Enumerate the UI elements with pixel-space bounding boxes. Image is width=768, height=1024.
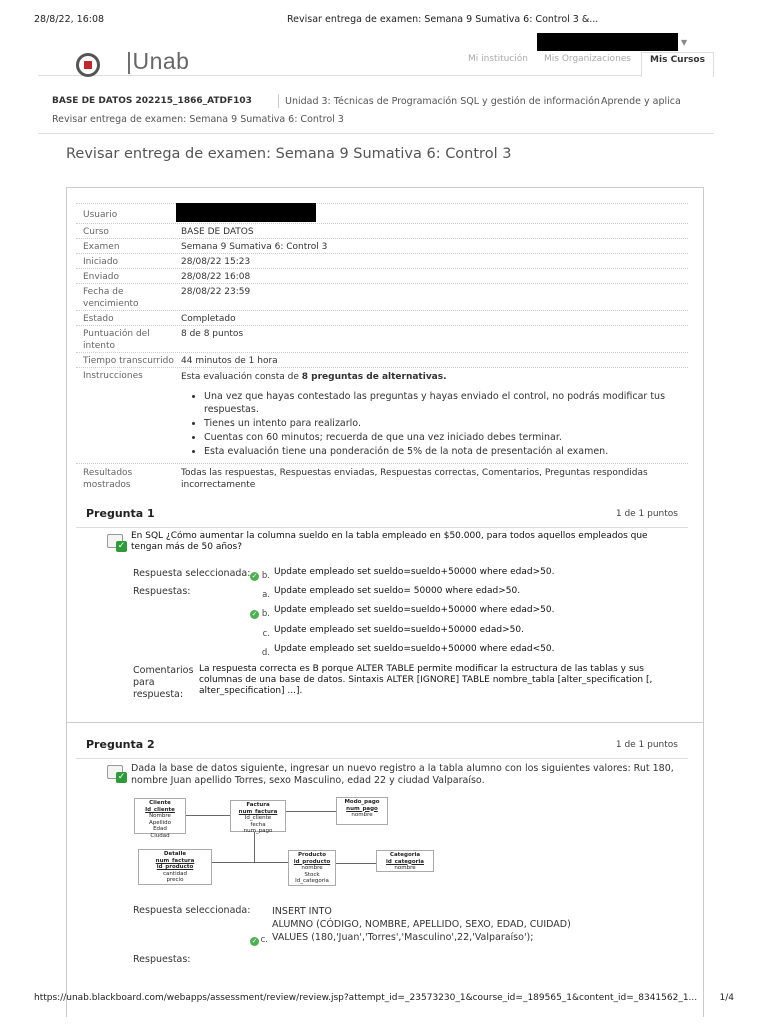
info-value: 28/08/22 23:59	[181, 287, 251, 297]
entity-pk: id_producto	[156, 864, 194, 870]
entity-detalle	[138, 849, 212, 885]
entity-field: Edad	[153, 826, 167, 832]
question-2-text: Dada la base de datos siguiente, ingresar un nuevo registro a la tabla alumno con los siguientes valores: Rut 180, nombre Juan apellido Torres, sexo Masculino, edad 22 y ciudad Valparaíso.	[131, 763, 674, 786]
selected-answer-line: ALUMNO (CÓDIGO, NOMBRE, APELLIDO, SEXO, EDAD, CUIDAD)	[272, 919, 571, 930]
entity-field: Id_categoria	[295, 878, 329, 884]
redacted-user-value	[176, 203, 316, 222]
question-title: Pregunta 2	[86, 738, 155, 751]
answer-letter: d.	[261, 648, 270, 658]
selected-answer-line: INSERT INTO	[272, 906, 332, 917]
print-url: https://unab.blackboard.com/webapps/assessment/review/review.jsp?attempt_id=_23573230_1&course_id=_189565_1&content_id=_8341562_1...	[34, 993, 698, 1003]
instructions-list	[204, 390, 684, 459]
top-navigation-bar	[38, 32, 714, 76]
info-row-enviado	[76, 268, 688, 283]
question-title: Pregunta 1	[86, 507, 155, 520]
info-row-vencimiento	[76, 283, 688, 310]
entity-field: Stock	[304, 871, 320, 878]
entity-field: nombre	[351, 812, 373, 818]
info-label: Curso	[83, 227, 109, 237]
unab-logo-icon[interactable]	[76, 53, 100, 77]
page-title: Revisar entrega de examen: Semana 9 Sumativa 6: Control 3	[66, 146, 512, 162]
correct-answer-icon: ✓	[107, 534, 127, 552]
info-value: Completado	[181, 314, 236, 324]
relation-line	[336, 863, 376, 864]
tab-mis-cursos[interactable]: Mis Cursos	[641, 52, 714, 77]
info-value-instrucciones	[181, 371, 686, 383]
question-points: 1 de 1 puntos	[615, 509, 678, 519]
correct-answer-icon: ✓	[107, 765, 127, 783]
entity-title: Factura	[246, 802, 270, 808]
info-row-resultados	[76, 463, 688, 495]
instructions-intro: Esta evaluación consta de	[181, 372, 302, 382]
instruction-item: • Tienes un intento para realizarlo.	[204, 417, 684, 430]
entity-title: Categoria	[389, 852, 421, 858]
info-value: BASE DE DATOS	[181, 227, 254, 237]
info-row-curso	[76, 223, 688, 238]
entity-field: Nombre	[149, 813, 171, 819]
entity-field: Id_cliente	[244, 815, 272, 821]
info-row-usuario	[76, 203, 688, 223]
info-row-puntuacion	[76, 325, 688, 352]
print-page-number: 1/4	[719, 993, 734, 1003]
info-label: Estado	[83, 314, 114, 324]
relation-line	[184, 815, 230, 816]
info-row-tiempo	[76, 352, 688, 367]
entity-cliente	[134, 798, 186, 839]
selected-answer-text: Update empleado set sueldo=sueldo+50000 where edad>50.	[274, 567, 555, 577]
entity-field: cantidad	[163, 870, 187, 877]
entity-title: Producto	[297, 852, 327, 858]
entity-pk: num_pago	[346, 805, 378, 812]
instruction-item: • Cuentas con 60 minutos; recuerda de que una vez iniciado debes terminar.	[204, 431, 684, 444]
breadcrumb-course[interactable]: BASE DE DATOS 202215_1866_ATDF103	[52, 96, 252, 106]
tab-mis-organizaciones[interactable]: Mis Organizaciones	[544, 54, 631, 64]
info-row-examen	[76, 238, 688, 253]
answer-letter: c.	[262, 629, 270, 639]
question-1-text: En SQL ¿Cómo aumentar la columna sueldo en la tabla empleado en $50.000, para todos aquellos empleados que tengan más de 50 años?	[131, 531, 648, 552]
question-points: 1 de 1 puntos	[615, 740, 678, 750]
breadcrumb-separator	[278, 94, 279, 108]
info-value: Todas las respuestas, Respuestas enviadas, Respuestas correctas, Comentarios, Preguntas respondidas incorrectamente	[181, 468, 648, 490]
answer-letter: c.	[260, 935, 268, 945]
entity-title: Modo_pago	[344, 799, 380, 805]
selected-answer-label: Respuesta seleccionada:	[133, 905, 251, 916]
instruction-item: • Una vez que hayas contestado las preguntas y hayas enviado el control, no podrás modificar tus respuestas.	[204, 390, 684, 416]
info-value: 28/08/22 16:08	[181, 272, 251, 282]
tab-mi-institucion[interactable]: Mi institución	[468, 54, 528, 64]
answer-letter: a.	[262, 590, 270, 600]
info-label: Iniciado	[83, 257, 119, 267]
info-row-iniciado	[76, 253, 688, 268]
breadcrumb-learn[interactable]: Aprende y aplica	[601, 96, 681, 107]
relation-line	[212, 862, 288, 863]
correct-check-icon: ✓	[251, 610, 258, 618]
entity-field: Ciudad	[150, 832, 170, 839]
comments-text: La respuesta correcta es B porque ALTER TABLE permite modificar la estructura de las tablas y sus columnas de una base de datos. Sintaxis ALTER [IGNORE] TABLE nombre_tabla [alter_specification [, alter_specification] ...].	[199, 664, 653, 696]
info-value: 44 minutos de 1 hora	[181, 356, 278, 366]
print-footer	[34, 993, 734, 1007]
breadcrumb	[38, 90, 714, 134]
info-value: 28/08/22 15:23	[181, 257, 251, 267]
info-label: Enviado	[83, 272, 119, 282]
attempt-info-table	[76, 203, 688, 500]
breadcrumb-current-page: Revisar entrega de examen: Semana 9 Sumativa 6: Control 3	[52, 114, 344, 125]
correct-check-icon: ✓	[251, 937, 258, 945]
entity-field: num_pago	[243, 828, 273, 834]
selected-answer-line: VALUES (180,'Juan','Torres','Masculino',22,'Valparaíso');	[272, 932, 534, 943]
entity-modo-pago	[336, 797, 388, 825]
entity-pk: num_factura	[155, 857, 195, 864]
answer-option: Update empleado set sueldo= 50000 where edad>50.	[274, 586, 521, 596]
unab-logo-text[interactable]: |Unab	[126, 48, 190, 74]
selected-answer-label: Respuesta seleccionada:	[133, 568, 251, 579]
relation-line	[286, 811, 336, 812]
question-1-header	[76, 502, 688, 528]
entity-pk: num_factura	[238, 808, 278, 815]
breadcrumb-unit[interactable]: Unidad 3: Técnicas de Programación SQL y gestión de información	[285, 96, 600, 107]
info-label: Resultados mostrados	[83, 468, 133, 490]
info-value: 8 de 8 puntos	[181, 329, 244, 339]
entity-pk: Id_cliente	[145, 806, 175, 813]
entity-field: fecha	[250, 821, 266, 828]
info-label: Instrucciones	[83, 371, 143, 381]
er-diagram	[128, 795, 448, 890]
info-label: Puntuación del intento	[83, 329, 150, 351]
instruction-item: • Esta evaluación tiene una ponderación de 5% de la nota de presentación al examen.	[204, 445, 684, 458]
info-value: Semana 9 Sumativa 6: Control 3	[181, 242, 328, 252]
answer-letter: b.	[261, 609, 270, 619]
answer-option: Update empleado set sueldo=sueldo+50000 edad>50.	[274, 625, 524, 635]
entity-title: Cliente	[149, 800, 171, 806]
answer-option: Update empleado set sueldo=sueldo+50000 where edad<50.	[274, 644, 555, 654]
entity-field: precio	[166, 877, 184, 883]
info-label: Usuario	[83, 210, 118, 220]
entity-field: nombre	[394, 865, 416, 871]
entity-title: Detalle	[163, 851, 187, 857]
entity-categoria	[376, 850, 434, 872]
info-label: Examen	[83, 242, 120, 252]
question-2-header	[76, 733, 688, 759]
entity-pk: id_categoria	[386, 858, 424, 865]
chevron-down-icon[interactable]: ▼	[681, 38, 688, 47]
info-label: Fecha de vencimiento	[83, 287, 139, 309]
correct-check-icon: ✓	[251, 572, 258, 580]
entity-pk: id_producto	[293, 858, 331, 865]
info-row-estado	[76, 310, 688, 325]
info-row-instrucciones	[76, 367, 688, 463]
answers-label: Respuestas:	[133, 586, 191, 597]
print-date: 28/8/22, 16:08	[34, 14, 105, 25]
info-label: Tiempo transcurrido	[83, 356, 174, 366]
entity-factura	[230, 800, 286, 832]
relation-line	[254, 832, 255, 862]
answers-label: Respuestas:	[133, 954, 191, 965]
entity-field: nombre	[301, 865, 323, 871]
answer-letter: b.	[261, 571, 270, 581]
question-divider	[67, 722, 703, 723]
redacted-user-name[interactable]	[537, 33, 678, 51]
instructions-bold: 8 preguntas de alternativas.	[301, 372, 447, 382]
entity-field: Apellido	[148, 819, 172, 826]
print-title: Revisar entrega de examen: Semana 9 Sumativa 6: Control 3 &...	[287, 14, 599, 25]
answer-option: Update empleado set sueldo=sueldo+50000 where edad>50.	[274, 605, 555, 615]
print-header	[34, 14, 734, 28]
comments-label: Comentarios para respuesta:	[133, 665, 194, 700]
entity-producto	[288, 850, 336, 886]
